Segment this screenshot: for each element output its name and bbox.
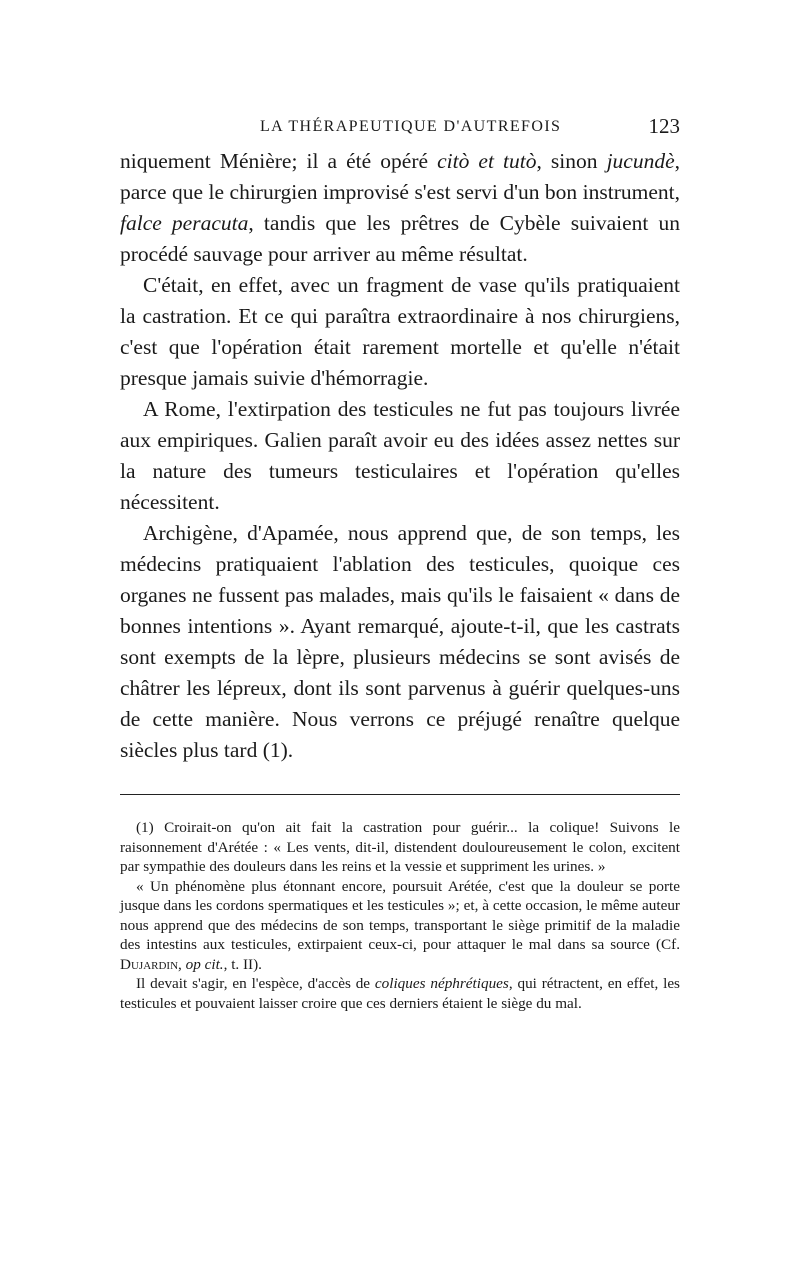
- author-name: Dujardin: [120, 955, 179, 973]
- running-header: [120, 116, 680, 146]
- paragraph-1: niquement Ménière; il a été opéré citò et tutò, sinon jucundè, parce que le chirurgien improvisé s'est servi d'un bon instrument, falce peracuta, tandis que les prêtres de Cybèle suivaient un procédé sauvage pour arriver au même résultat.: [120, 149, 681, 266]
- footnote-rule: [120, 794, 680, 795]
- paragraph-4: Archigène, d'Apamée, nous apprend que, de son temps, les médecins pratiquaient l'ablation des testicules, quoique ces organes ne fussent pas malades, mais qu'ils le faisaient « dans de bonnes intentions ». Ayant remarqué, ajoute-t-il, que les castrats sont exempts de la lèpre, plusieurs médecins se sont avisés de châtrer les lépreux, dont ils sont parvenus à guérir quelques-uns de cette manière. Nous verrons ce préjugé renaître quelque siècles plus tard (1).: [120, 521, 680, 762]
- latin-phrase: falce peracuta: [120, 211, 249, 235]
- citation: op cit.: [185, 955, 224, 973]
- running-title: LA THÉRAPEUTIQUE D'AUTREFOIS: [260, 118, 562, 135]
- footnote-1-continued: « Un phénomène plus étonnant encore, poursuit Arétée, c'est que la douleur se porte jusque dans les cordons spermatiques et les testicules »; et, à cette occasion, le même auteur nous apprend que des médecins de son temps, transportant le siège primitif de la maladie des intestins aux testicules, extirpaient ceux-ci, pour attaquer le mal dans sa source (Cf. Dujardin, op cit., t. II).: [120, 877, 680, 973]
- page-number: 123: [648, 114, 680, 138]
- paragraph-2: C'était, en effet, avec un fragment de vase qu'ils pratiquaient la castration. Et ce qui paraîtra extraordinaire à nos chirurgiens, c'est que l'opération était rarement mortelle et qu'elle n'était presque jamais suivie d'hémorragie.: [120, 273, 680, 390]
- paragraph-3: A Rome, l'extirpation des testicules ne fut pas toujours livrée aux empiriques. Galien paraît avoir eu des idées assez nettes sur la nature des tumeurs testiculaires et l'opération qu'elles nécessitent.: [120, 397, 680, 514]
- footnote-1-remark: Il devait s'agir, en l'espèce, d'accès de coliques néphrétiques, qui rétractent, en effet, les testicules et pouvaient laisser croire que ces derniers étaient le siège du mal.: [120, 975, 680, 1012]
- medical-term: coliques néphrétiques: [374, 975, 509, 992]
- footnotes: [120, 818, 680, 1013]
- latin-phrase: citò et tutò: [437, 149, 537, 173]
- latin-phrase: jucundè: [606, 149, 675, 173]
- main-text: [120, 146, 680, 766]
- book-page: [120, 116, 680, 1013]
- footnote-1: (1) Croirait-on qu'on ait fait la castration pour guérir... la colique! Suivons le raisonnement d'Arétée : « Les vents, dit-il, distendent douloureusement le colon, excitent par sympathie des douleurs dans les reins et la vessie et suppriment les urines. »: [120, 819, 680, 875]
